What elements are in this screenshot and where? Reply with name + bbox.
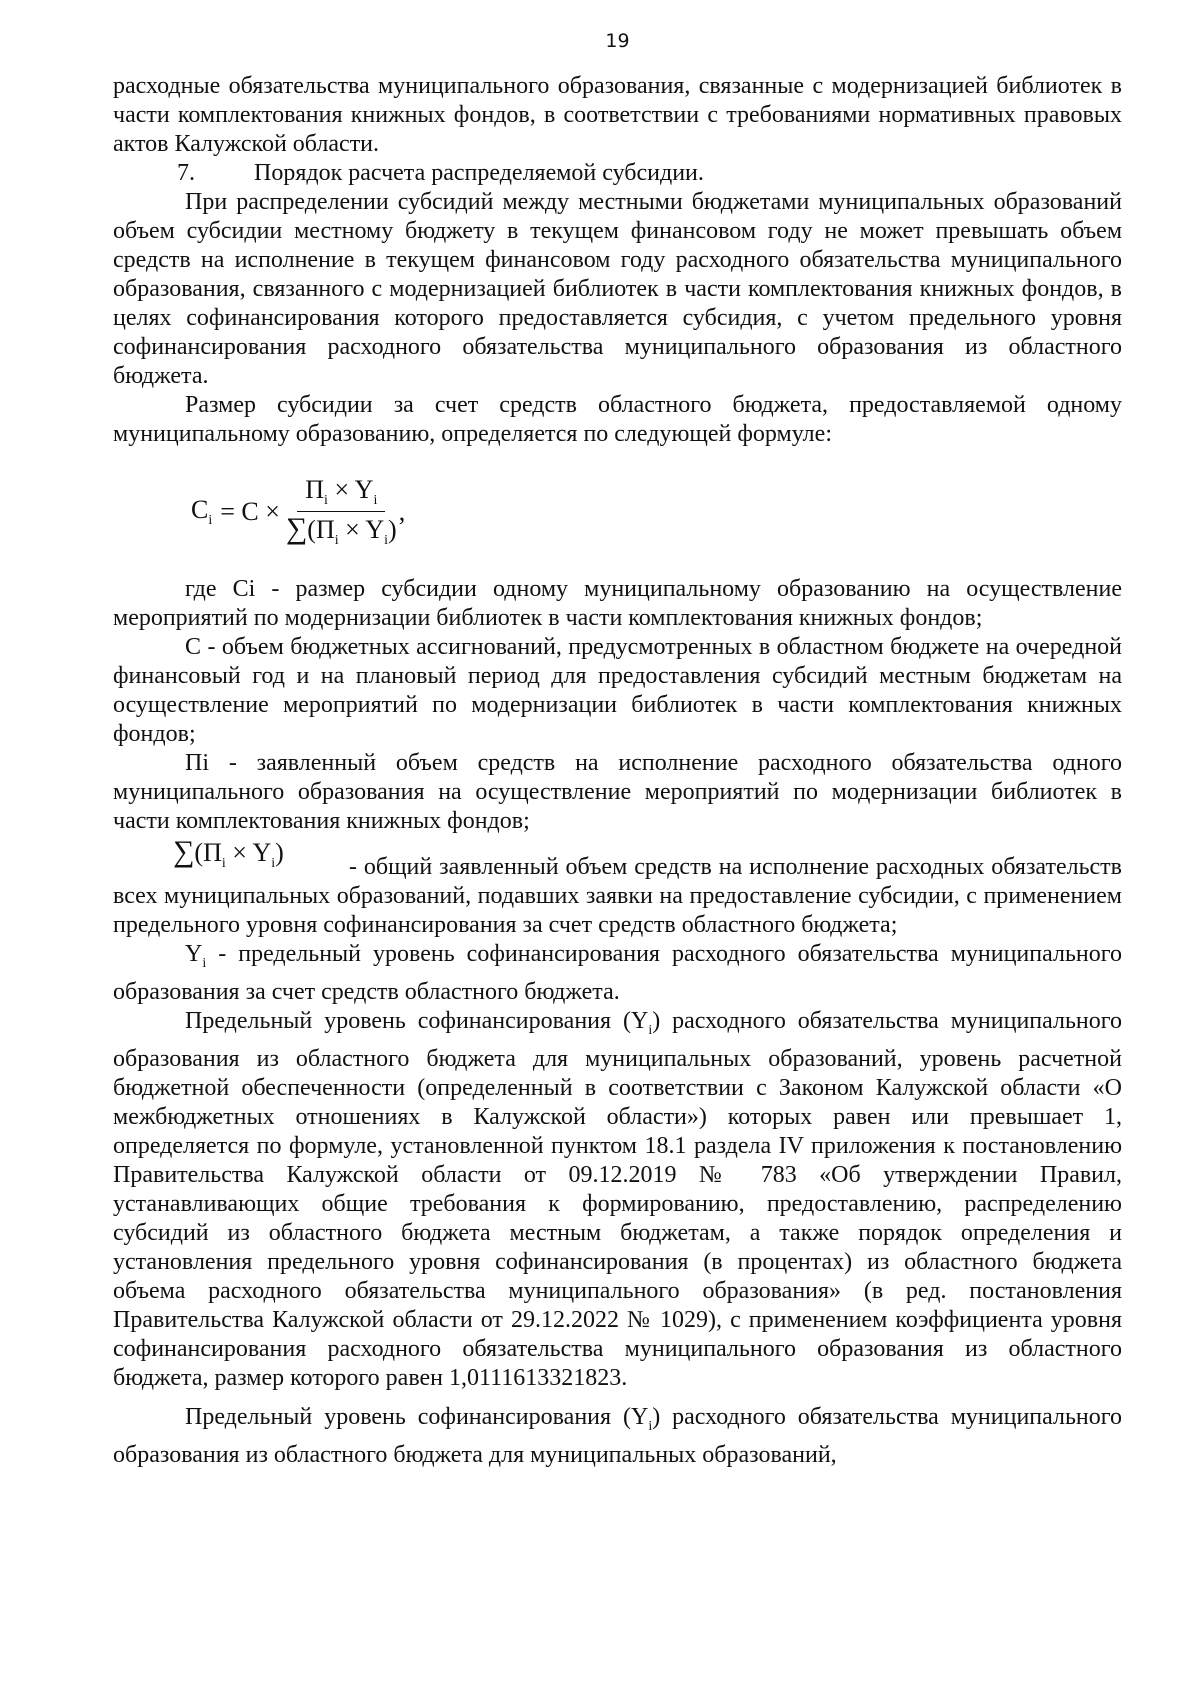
section-title: Порядок расчета распределяемой субсидии. [254, 160, 704, 186]
paragraph-9: Предельный уровень софинансирования $(Y_i)$ расходного обязательства муниципального образования из областного бюджета для муниципальных образований, уровень расчетной бюджетной обеспеченности (определенный в соответствии с Законом Калужской области «О межбюджетных отношениях в Калужской области») которых равен или превышает 1, определяется по формуле, установленной пунктом 18.1 раздела IV приложения к постановлению Правительства Калужской области от 09.12.2019 № 783 «Об утверждении Правил, устанавливающих общие требования к формированию, предоставлению, распределению субсидий из областного бюджета местным бюджетам, а также порядок определения и установления предельного уровня софинансирования (в процентах) из областного бюджета объема расходного обязательства муниципального образования» (в ред. постановления Правительства Калужской области от 29.12.2022 № 1029), с применением коэффициента уровня софинансирования расходного обязательства муниципального образования из областного бюджета, размер которого равен 1,0111613321823. [113, 1007, 1123, 1391]
paragraph-3: Размер субсидии за счет средств областного бюджета, предоставляемой одному муниципальному образованию, определяется по следующей формуле: [113, 392, 1122, 447]
paragraph-7: - общий заявленный объем средств на исполнение расходных обязательств всех муниципальных образований, подавших заявки на предоставление субсидии, с применением предельного уровня софинансирования за счет средств областного бюджета; [113, 854, 1122, 939]
formula-numerator: $П_i \times Y_i$ [297, 475, 385, 512]
formula-fraction [286, 475, 397, 549]
paragraph-8: $Y_i$ - предельный уровень софинансирования расходного обязательства муниципального образования за счет средств областного бюджета. [113, 941, 1122, 1005]
yi-inline-2: $(Y_i)$ [622, 1403, 661, 1434]
formula-lhs: $C_i$ [191, 494, 213, 529]
section-number: 7. [177, 160, 195, 186]
section-heading [113, 159, 1122, 188]
paragraph-1: расходные обязательства муниципального образования, связанные с модернизацией библиотек в части комплектования книжных фондов, в соответствии с требованиями нормативных правовых актов Калужской области. [113, 73, 1122, 157]
paragraph-2: При распределении субсидий между местными бюджетами муниципальных образований объем субсидии местному бюджету в текущем финансовом году не может превышать объем средств на исполнение в текущем финансовом году расходного обязательства муниципального образования, связанного с модернизацией библиотек в части комплектования книжных фондов, в целях софинансирования которого предоставляется субсидия, с учетом предельного уровня софинансирования расходного обязательства муниципального образования из областного бюджета. [113, 189, 1122, 389]
formula-comma: , [398, 497, 406, 526]
paragraph-4: где Ci - размер субсидии одному муниципальному образованию на осуществление мероприятий по модернизации библиотек в части комплектования книжных фондов; [113, 576, 1122, 631]
formula-denominator: $\sum(П_i \times Y_i)$ [285, 512, 397, 549]
paragraph-6: Пi - заявленный объем средств на исполнение расходного обязательства одного муниципального образования на осуществление мероприятий по модернизации библиотек в части комплектования книжных фондов; [113, 750, 1122, 834]
sum-expression: $\sum(П_i \times Y_i)$ [173, 835, 284, 872]
yi-inline: $(Y_i)$ [622, 1007, 661, 1038]
paragraph-5: С - объем бюджетных ассигнований, предусмотренных в областном бюджете на очередной финансовый год и на плановый период для предоставления субсидий местным бюджетам на осуществление мероприятий по модернизации библиотек в части комплектования книжных фондов; [113, 634, 1122, 747]
subsidy-formula [113, 449, 1122, 575]
yi-symbol: $Y_i$ [185, 941, 207, 971]
formula-eq: = C × [220, 497, 280, 526]
paragraph-10: Предельный уровень софинансирования $(Y_i)$ расходного обязательства муниципального образования из областного бюджета для муниципальных образований, [113, 1403, 1123, 1468]
page-number: 19 [605, 30, 630, 52]
